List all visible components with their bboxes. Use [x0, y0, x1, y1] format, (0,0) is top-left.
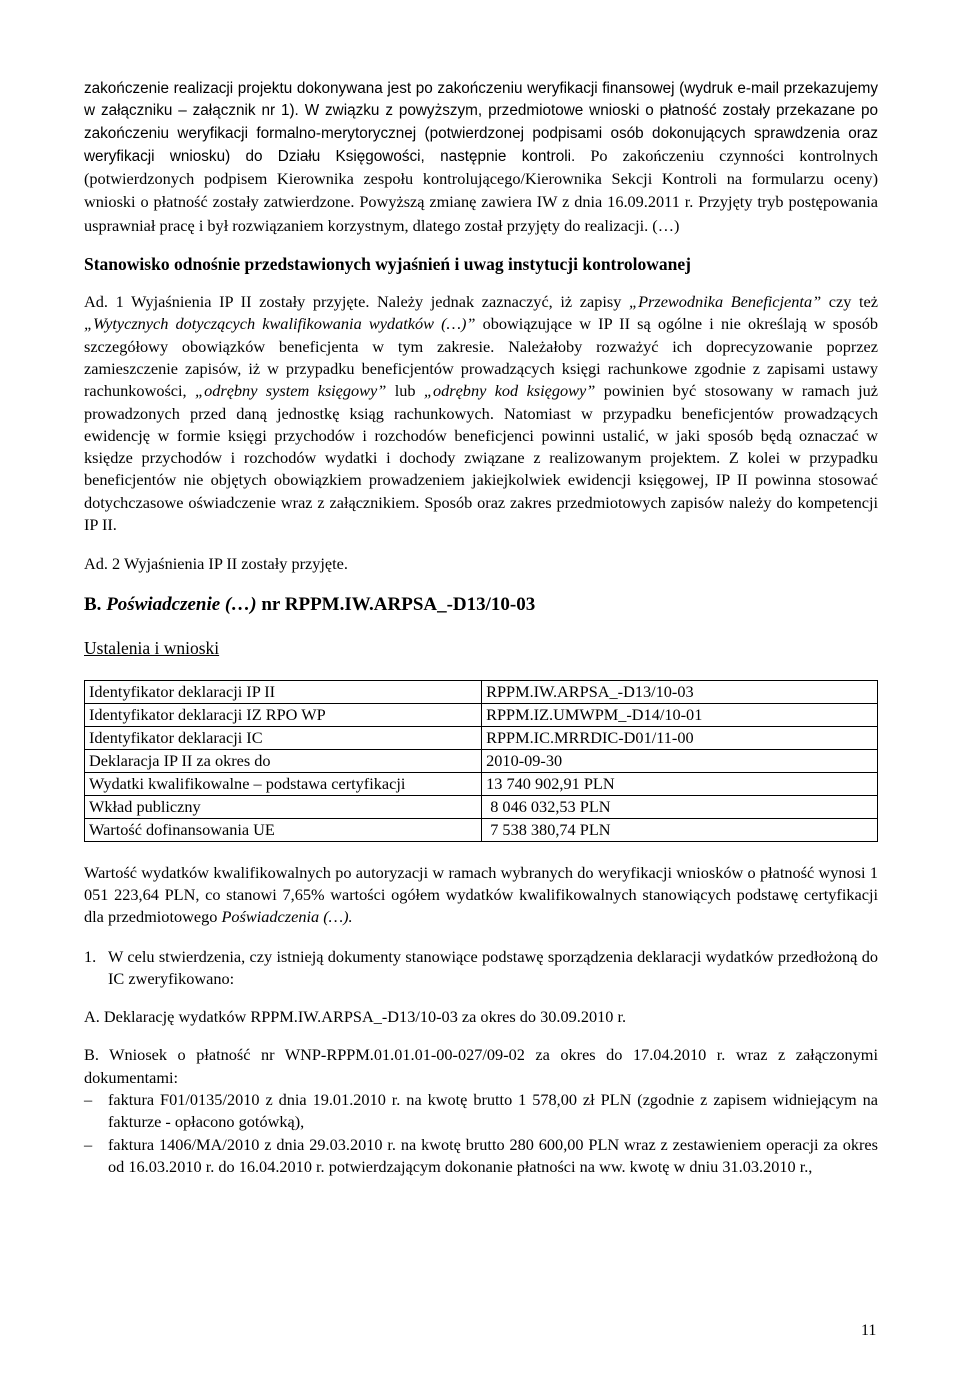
- value-text: Wartość wydatków kwalifikowalnych po autoryzacji w ramach wybranych do weryfikacji wniosków o płatność wynosi 1 051 223,64 PLN, co stanowi 7,65% wartości ogółem wydatków kwalifikowalnych stanowiących podstawę certyfikacji dla przedmiotowego: [84, 862, 878, 927]
- position-heading: Stanowisko odnośnie przedstawionych wyjaśnień i uwag instytucji kontrolowanej: [84, 254, 691, 275]
- document-page: [84, 78, 878, 1178]
- ad1-quote-code: „odrębny kod księgowy”: [423, 381, 596, 401]
- table-row: [85, 749, 878, 772]
- ad1-text-a: Ad. 1 Wyjaśnienia IP II zostały przyjęte. Należy jednak zaznaczyć, iż zapisy: [84, 292, 630, 312]
- list-item-1: [84, 946, 878, 991]
- list-item-text: faktura 1406/MA/2010 z dnia 29.03.2010 r. na kwotę brutto 280 600,00 PLN wraz z zestawieniem operacji za okres od 16.03.2010 r. do 16.04.2010 r. potwierdzającym dokonanie płatności na ww. kwotę w dniu 31.03.2010 r.,: [108, 1134, 878, 1176]
- table-cell-label: Identyfikator deklaracji IP II: [85, 680, 482, 703]
- table-row: [85, 818, 878, 841]
- list-item: [84, 1089, 878, 1134]
- list-item-text: faktura F01/0135/2010 z dnia 19.01.2010 r. na kwotę brutto 1 578,00 zł PLN (zgodnie z zapisem widniejącym na fakturze - opłacono gotówką),: [108, 1090, 878, 1132]
- intro-part-2: Po zakończeniu czynności kontrolnych (potwierdzonych podpisem Kierownika zespołu kontrolującego/Kierownika Sekcji Kontroli na formularzu oceny) wnioski o płatność zostały zatwierdzone. Powyższą zmianę zawiera IW z dnia 16.09.2011 r. Przyjęty tryb postępowania usprawniał pracę i był rozwiązaniem korzystnym, dlatego został przyjęty do realizacji. (…): [84, 145, 878, 235]
- section-b-title: [84, 594, 878, 616]
- ad1-quote-guidelines: „Wytycznych dotyczących kwalifikowania wydatków (…)”: [84, 314, 476, 334]
- value-italic: Poświadczenia (…).: [221, 907, 353, 927]
- table-cell-value: RPPM.IZ.UMWPM_-D14/10-01: [482, 703, 878, 726]
- ad1-text-e: obowiązujące w IP II są ogólne i nie określają w sposób szczegółowy obowiązków beneficjenta w tym zakresie. Należałoby rozważyć ich doprecyzowanie poprzez zamieszczenie zapisów, iż w przypadku beneficjentów prowadzących księgi rachunkowe zgodnie z zapisami ustawy rachunkowości,: [84, 314, 878, 401]
- table-cell-label: Deklaracja IP II za okres do: [85, 749, 482, 772]
- ad1-quote-system: „odrębny system księgowy”: [195, 381, 387, 401]
- ad1-quote-guide: „Przewodnika Beneficjenta”: [629, 292, 822, 312]
- table-row: [85, 680, 878, 703]
- findings-heading: Ustalenia i wnioski: [84, 637, 220, 658]
- ad1-paragraph: [84, 291, 878, 536]
- dash-marker: –: [84, 1090, 93, 1110]
- table-row: [85, 795, 878, 818]
- table-row: [85, 726, 878, 749]
- table-cell-label: Wkład publiczny: [85, 795, 482, 818]
- item-a: A. Deklarację wydatków RPPM.IW.ARPSA_-D13/10-03 za okres do 30.09.2010 r.: [84, 1007, 627, 1027]
- table-cell-value: 7 538 380,74 PLN: [482, 818, 878, 841]
- dash-marker: –: [84, 1134, 93, 1154]
- ad2-paragraph: Ad. 2 Wyjaśnienia IP II zostały przyjęte.: [84, 554, 348, 574]
- value-paragraph: [84, 862, 878, 929]
- section-b-suffix: nr RPPM.IW.ARPSA_-D13/10-03: [256, 593, 536, 615]
- intro-paragraph: [84, 78, 878, 238]
- ad1-text-g: lub: [386, 381, 424, 401]
- page-number: 11: [861, 1322, 877, 1339]
- table-cell-label: Identyfikator deklaracji IC: [85, 726, 482, 749]
- declaration-table: [84, 680, 878, 842]
- table-cell-value: 2010-09-30: [482, 749, 878, 772]
- attachments-list: [84, 1089, 878, 1178]
- table-cell-value: 8 046 032,53 PLN: [482, 795, 878, 818]
- item-b: B. Wniosek o płatność nr WNP-RPPM.01.01.01-00-027/09-02 za okres do 17.04.2010 r. wraz z załączonymi dokumentami:: [84, 1045, 878, 1087]
- intro-part-1: zakończenie realizacji projektu dokonywana jest po zakończeniu weryfikacji finansowej (wydruk e-mail przekazujemy w załączniku – załącznik nr 1). W związku z powyższym, przedmiotowe wnioski o płatność zostały przekazane po zakończeniu weryfikacji formalno-merytorycznej (potwierdzonej podpisami osób dokonujących sprawdzenia oraz weryfikacji wniosku) do Działu Księgowości, następnie kontroli.: [84, 80, 878, 165]
- table-cell-label: Identyfikator deklaracji IZ RPO WP: [85, 703, 482, 726]
- section-b-prefix: B.: [84, 593, 107, 615]
- table-cell-label: Wydatki kwalifikowalne – podstawa certyfikacji: [85, 772, 482, 795]
- table-row: [85, 772, 878, 795]
- table-cell-value: RPPM.IC.MRRDIC-D01/11-00: [482, 726, 878, 749]
- list-item-1-text: W celu stwierdzenia, czy istnieją dokumenty stanowiące podstawę sporządzenia deklaracji wydatków przedłożoną do IC zweryfikowano:: [108, 946, 878, 988]
- list-item-1-number: 1.: [84, 946, 97, 966]
- table-cell-label: Wartość dofinansowania UE: [85, 818, 482, 841]
- table-cell-value: RPPM.IW.ARPSA_-D13/10-03: [482, 680, 878, 703]
- ad1-text-i: powinien być stosowany w ramach już prowadzonych przed daną jednostkę ksiąg rachunkowych. Natomiast w przypadku beneficjentów prowadzących ewidencję w formie księgi przychodów i rozchodów beneficjenci powinni ustalić, w jaki sposób będą oznaczać w księdze przychodów i rozchodów wydatki i dochody związane z realizowanym projektem. Z kolei w przypadku beneficjentów nie objętych obowiązkiem prowadzeniem jakiejkolwiek ewidencji księgowej, IP II powinna stosować dotychczasowe oświadczenie wraz z załącznikiem. Sposób oraz zakres przedmiotowych zapisów należy do kompetencji IP II.: [84, 381, 879, 535]
- table-row: [85, 703, 878, 726]
- table-cell-value: 13 740 902,91 PLN: [482, 772, 878, 795]
- section-b-italic: Poświadczenie (…): [106, 593, 257, 615]
- list-item: [84, 1134, 878, 1179]
- ad1-text-c: czy też: [821, 292, 879, 312]
